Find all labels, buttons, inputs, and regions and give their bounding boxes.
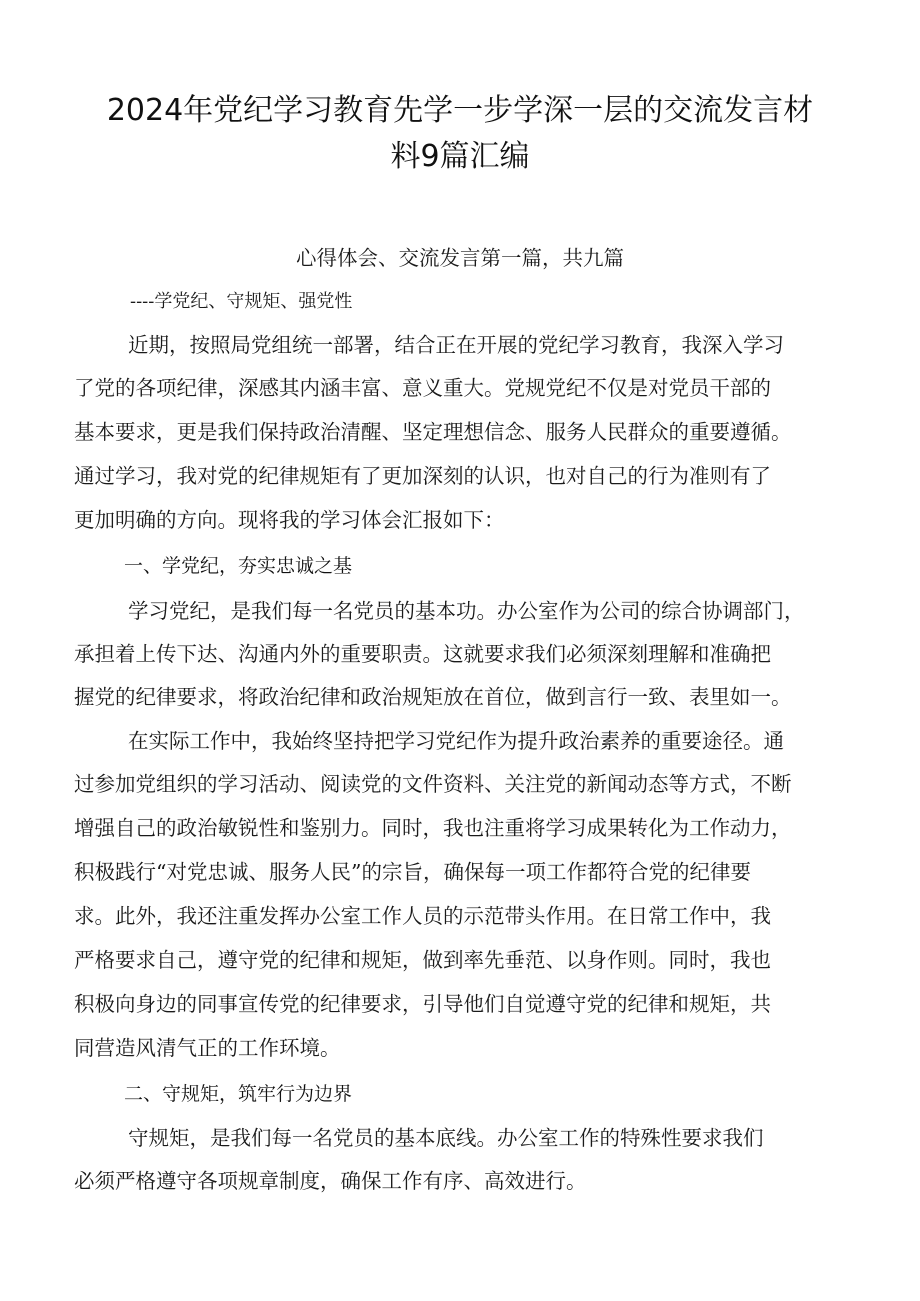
section-1-line: 过参加党组织的学习活动、阅读党的文件资料、关注党的新闻动态等方式，不断 [74,772,792,796]
section-1-line: 增强自己的政治敏锐性和鉴别力。同时，我也注重将学习成果转化为工作动力， [74,816,792,840]
intro-line: 更加明确的方向。现将我的学习体会汇报如下： [74,508,505,532]
section-2-line: 必须严格遵守各项规章制度，确保工作有序、高效进行。 [74,1169,587,1193]
document-title-line-2: 料9篇汇编 [390,139,530,174]
section-1-line: 求。此外，我还注重发挥办公室工作人员的示范带头作用。在日常工作中，我 [74,904,771,928]
section-1-line: 握党的纪律要求，将政治纪律和政治规矩放在首位，做到言行一致、表里如一。 [74,685,792,709]
document-subtitle: 心得体会、交流发言第一篇，共九篇 [296,246,624,270]
section-2-line: 守规矩，是我们每一名党员的基本底线。办公室工作的特殊性要求我们 [128,1126,764,1150]
intro-line: 基本要求，更是我们保持政治清醒、坚定理想信念、服务人民群众的重要遵循。 [74,420,792,444]
intro-line: 了党的各项纪律，深感其内涵丰富、意义重大。党规党纪不仅是对党员干部的 [74,376,771,400]
section-1-line: 在实际工作中，我始终坚持把学习党纪作为提升政治素养的重要途径。通 [128,729,784,753]
section-1-heading: 一、学党纪，夯实忠诚之基 [124,555,353,577]
section-2-heading: 二、守规矩，筑牢行为边界 [124,1083,353,1105]
section-1-line: 严格要求自己，遵守党的纪律和规矩，做到率先垂范、以身作则。同时，我也 [74,948,771,972]
section-1-line: 学习党纪，是我们每一名党员的基本功。办公室作为公司的综合协调部门， [128,599,805,623]
section-1-line: 承担着上传下达、沟通内外的重要职责。这就要求我们必须深刻理解和准确把 [74,642,771,666]
intro-line: 通过学习，我对党的纪律规矩有了更加深刻的认识，也对自己的行为准则有了 [74,464,771,488]
intro-line: 近期，按照局党组统一部署，结合正在开展的党纪学习教育，我深入学习 [128,333,784,357]
section-1-line: 积极向身边的同事宣传党的纪律要求，引导他们自觉遵守党的纪律和规矩，共 [74,992,771,1016]
document-title-line-1: 2024年党纪学习教育先学一步学深一层的交流发言材 [106,93,814,128]
document-tagline: ----学党纪、守规矩、强党性 [130,291,353,312]
section-1-line: 积极践行“对党忠诚、服务人民”的宗旨，确保每一项工作都符合党的纪律要 [74,860,751,884]
section-1-line: 同营造风清气正的工作环境。 [74,1036,341,1060]
